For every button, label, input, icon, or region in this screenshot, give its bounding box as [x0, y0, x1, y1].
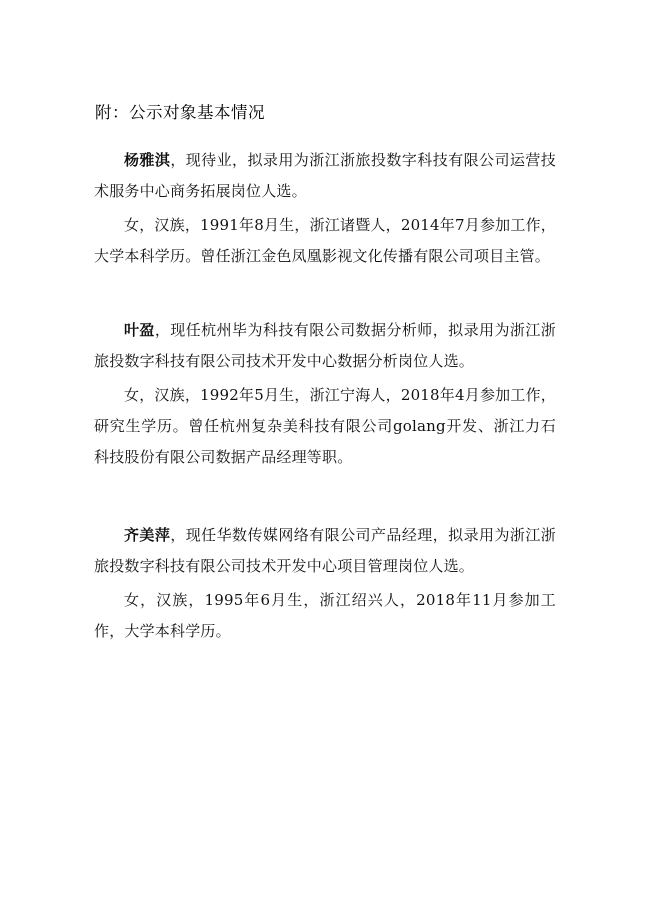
person-name: 杨雅淇: [124, 151, 171, 169]
person-detail: 女，汉族，1991年8月生，浙江诸暨人，2014年7月参加工作，大学本科学历。曾任浙江金色凤凰影视文化传播有限公司项目主管。: [94, 216, 556, 265]
person-intro: ，现任杭州毕为科技有限公司数据分析师，拟录用为浙江浙旅投数字科技有限公司技术开发中心数据分析岗位人选。: [94, 321, 556, 370]
person-entry-1: [94, 145, 556, 272]
person-name: 齐美萍: [124, 526, 171, 544]
person-name: 叶盈: [124, 321, 155, 339]
person-intro: ，现任华数传媒网络有限公司产品经理，拟录用为浙江浙旅投数字科技有限公司技术开发中心项目管理岗位人选。: [94, 526, 556, 575]
person-intro-paragraph: [94, 315, 556, 377]
person-entry-3: [94, 520, 556, 647]
person-intro-paragraph: [94, 520, 556, 582]
page-title: 附：公示对象基本情况: [95, 103, 265, 122]
person-intro: ，现待业，拟录用为浙江浙旅投数字科技有限公司运营技术服务中心商务拓展岗位人选。: [94, 151, 556, 200]
person-entry-2: [94, 315, 556, 473]
person-intro-paragraph: [94, 145, 556, 207]
person-detail: 女，汉族，1992年5月生，浙江宁海人，2018年4月参加工作，研究生学历。曾任杭州复杂美科技有限公司golang开发、浙江力石科技股份有限公司数据产品经理等职。: [94, 386, 556, 466]
person-detail: 女，汉族，1995年6月生，浙江绍兴人，2018年11月参加工作，大学本科学历。: [94, 591, 556, 640]
